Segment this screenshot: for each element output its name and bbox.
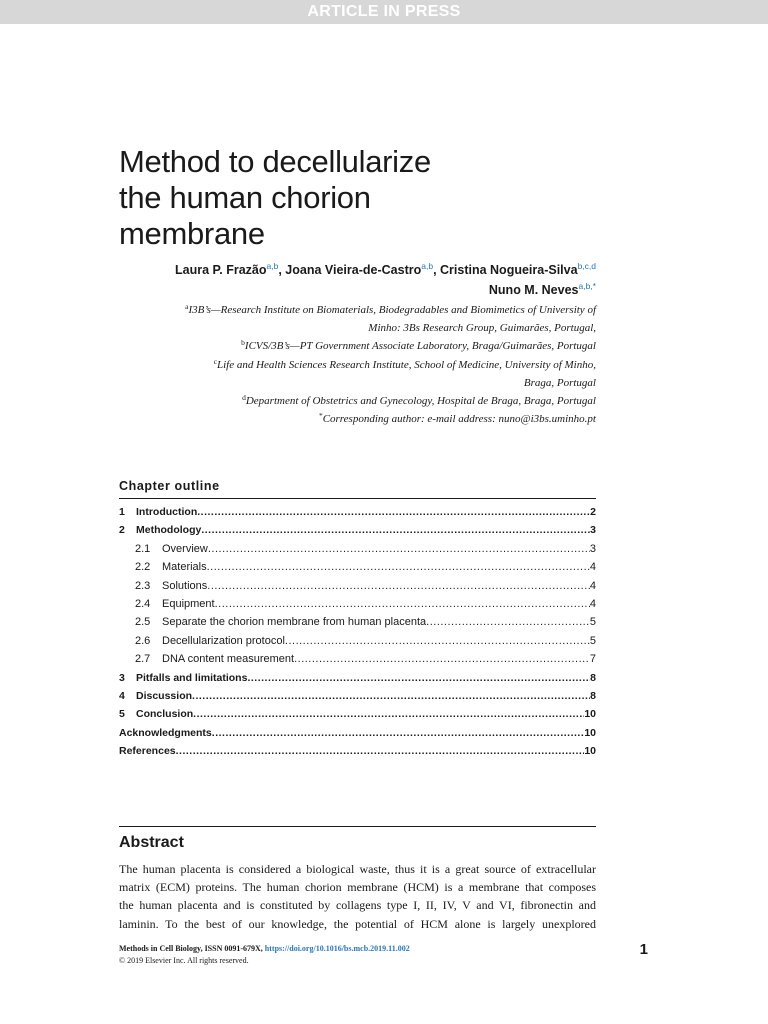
toc-row[interactable] (119, 616, 596, 634)
toc-leader-dots (197, 506, 590, 518)
toc-label: References (119, 745, 176, 758)
toc-number: 5 (119, 708, 125, 721)
affiliation-line (119, 374, 596, 392)
toc-row[interactable] (119, 524, 596, 542)
toc-row[interactable] (119, 672, 596, 690)
affiliation-line (119, 356, 596, 374)
affiliation-mark: b (241, 338, 245, 348)
toc-row[interactable] (119, 561, 596, 579)
toc-row[interactable] (119, 580, 596, 598)
author-affiliation-marks[interactable]: a,b,* (578, 281, 596, 291)
toc-label: Decellularization protocol (162, 634, 285, 647)
corresponding-author[interactable] (119, 410, 596, 428)
toc-number: 2.7 (135, 653, 151, 666)
page-number: 1 (639, 941, 648, 958)
toc-page-number: 5 (589, 616, 596, 629)
toc-page-number: 4 (589, 597, 596, 610)
abstract-line: laminin. To the best of our knowledge, the potential of HCM alone is largely unexplored (119, 916, 596, 931)
toc-row[interactable] (119, 708, 596, 726)
author-affiliation-marks[interactable]: a,b (266, 261, 279, 271)
affiliation-mark: * (318, 411, 323, 421)
toc-leader-dots (208, 543, 590, 555)
toc-page-number: 10 (584, 745, 596, 758)
affiliation-line (119, 301, 596, 319)
author-name[interactable]: Laura P. Frazão (175, 263, 267, 277)
affiliation-text: Minho: 3Bs Research Group, Guimarães, Portugal, (368, 322, 596, 335)
toc-number: 2.3 (135, 579, 151, 592)
affiliation-text: Life and Health Sciences Research Institute, School of Medicine, University of Minho, (216, 358, 596, 371)
affiliation-text: ICVS/3B’s—PT Government Associate Laboratory, Braga/Guimarães, Portugal (244, 340, 596, 353)
toc-number: 2.4 (135, 597, 151, 610)
affiliation-text: I3B’s—Research Institute on Biomaterials, Biodegradables and Biomimetics of University of (188, 304, 596, 316)
toc-leader-dots (212, 727, 585, 739)
abstract-line: the human placenta and is constituted by collagens type I, II, IV, V and VI, fibronectin and (119, 898, 596, 913)
affiliations (119, 301, 596, 428)
toc-number: 2.1 (135, 542, 151, 555)
toc-number: 3 (119, 671, 125, 684)
affiliation-mark: c (213, 356, 217, 366)
toc-label: Acknowledgments (119, 726, 212, 739)
toc-page-number: 5 (589, 634, 596, 647)
toc-number: 4 (119, 689, 125, 702)
toc-leader-dots (207, 561, 590, 573)
doi-link[interactable]: https://doi.org/10.1016/bs.mcb.2019.11.002 (264, 944, 410, 953)
copyright: © 2019 Elsevier Inc. All rights reserved. (119, 956, 249, 965)
author-name[interactable]: Cristina Nogueira-Silva (440, 263, 578, 277)
toc-row[interactable] (119, 635, 596, 653)
toc-label: Pitfalls and limitations (136, 671, 248, 684)
toc-label: DNA content measurement (162, 653, 295, 666)
author-list (119, 260, 596, 300)
abstract-line: The human placenta is considered a biological waste, thus it is a great source of extracellular (119, 862, 596, 876)
toc-label: Solutions (162, 579, 208, 592)
affiliation-line (119, 337, 596, 355)
affiliation-text: Corresponding author: e-mail address: nuno@i3bs.uminho.pt (322, 413, 596, 426)
author-affiliation-marks[interactable]: b,c,d (577, 261, 596, 271)
page-footer (119, 943, 519, 967)
title-line: Method to decellularize (119, 144, 431, 179)
toc-page-number: 10 (584, 726, 596, 739)
abstract-line: matrix (ECM) proteins. The human chorion membrane (HCM) is a membrane that composes (119, 880, 596, 895)
toc-row[interactable] (119, 506, 596, 524)
toc-leader-dots (192, 690, 590, 702)
toc-number: 2 (119, 524, 125, 537)
toc-label: Discussion (136, 689, 193, 702)
title-line: the human chorion (119, 180, 371, 215)
abstract-divider (119, 826, 596, 827)
toc-number: 2.6 (135, 634, 151, 647)
journal-citation (119, 943, 519, 955)
toc-row[interactable] (119, 690, 596, 708)
toc-page-number: 8 (590, 689, 596, 702)
author-name[interactable]: Joana Vieira-de-Castro (285, 263, 422, 277)
toc-row[interactable] (119, 727, 596, 745)
toc-page-number: 10 (584, 708, 596, 721)
affiliation-line (119, 319, 596, 337)
chapter-title (119, 144, 599, 252)
toc-number: 2.2 (135, 561, 151, 574)
title-line: membrane (119, 216, 265, 251)
toc-leader-dots (193, 708, 584, 720)
toc-leader-dots (207, 580, 590, 592)
author-line-2 (119, 280, 596, 300)
toc-page-number: 4 (589, 579, 596, 592)
toc-leader-dots (201, 524, 590, 536)
author-separator: , (278, 263, 286, 277)
toc-label: Equipment (162, 597, 215, 610)
author-line-1 (119, 260, 596, 280)
toc-number: 1 (119, 506, 125, 518)
toc-leader-dots (247, 672, 590, 684)
affiliation-mark: d (242, 393, 246, 403)
toc-leader-dots (285, 635, 590, 647)
chapter-outline-heading: Chapter outline (119, 479, 220, 493)
toc-page-number: 8 (590, 671, 596, 684)
journal-info: Methods in Cell Biology, ISSN 0091-679X, (119, 944, 263, 953)
chapter-outline (119, 506, 596, 763)
abstract-heading: Abstract (119, 834, 184, 851)
toc-page-number: 4 (589, 561, 596, 574)
author-name[interactable]: Nuno M. Neves (488, 283, 579, 297)
toc-row[interactable] (119, 745, 596, 763)
toc-label: Methodology (136, 524, 202, 537)
toc-row[interactable] (119, 653, 596, 671)
toc-label: Materials (162, 561, 207, 574)
author-separator: , (433, 263, 441, 277)
toc-row[interactable] (119, 543, 596, 561)
toc-leader-dots (215, 598, 590, 610)
toc-row[interactable] (119, 598, 596, 616)
toc-label: Introduction (136, 506, 198, 518)
toc-page-number: 3 (589, 542, 596, 555)
toc-page-number: 3 (590, 524, 596, 537)
affiliation-mark: a (185, 302, 189, 311)
toc-leader-dots (294, 653, 590, 665)
affiliation-text: Department of Obstetrics and Gynecology, Hospital de Braga, Braga, Portugal (245, 395, 596, 408)
toc-leader-dots (426, 616, 590, 628)
toc-page-number: 2 (590, 506, 596, 518)
affiliation-line (119, 392, 596, 410)
toc-leader-dots (176, 745, 585, 757)
affiliation-text: Braga, Portugal (523, 376, 596, 389)
toc-label: Overview (162, 542, 208, 555)
toc-number: 2.5 (135, 616, 151, 629)
toc-label: Separate the chorion membrane from human placenta (162, 616, 427, 629)
author-affiliation-marks[interactable]: a,b (421, 261, 434, 271)
article-in-press-banner: ARTICLE IN PRESS (0, 0, 768, 24)
abstract-body (119, 860, 596, 933)
toc-label: Conclusion (136, 708, 194, 721)
outline-divider (119, 498, 596, 499)
toc-page-number: 7 (589, 653, 596, 666)
